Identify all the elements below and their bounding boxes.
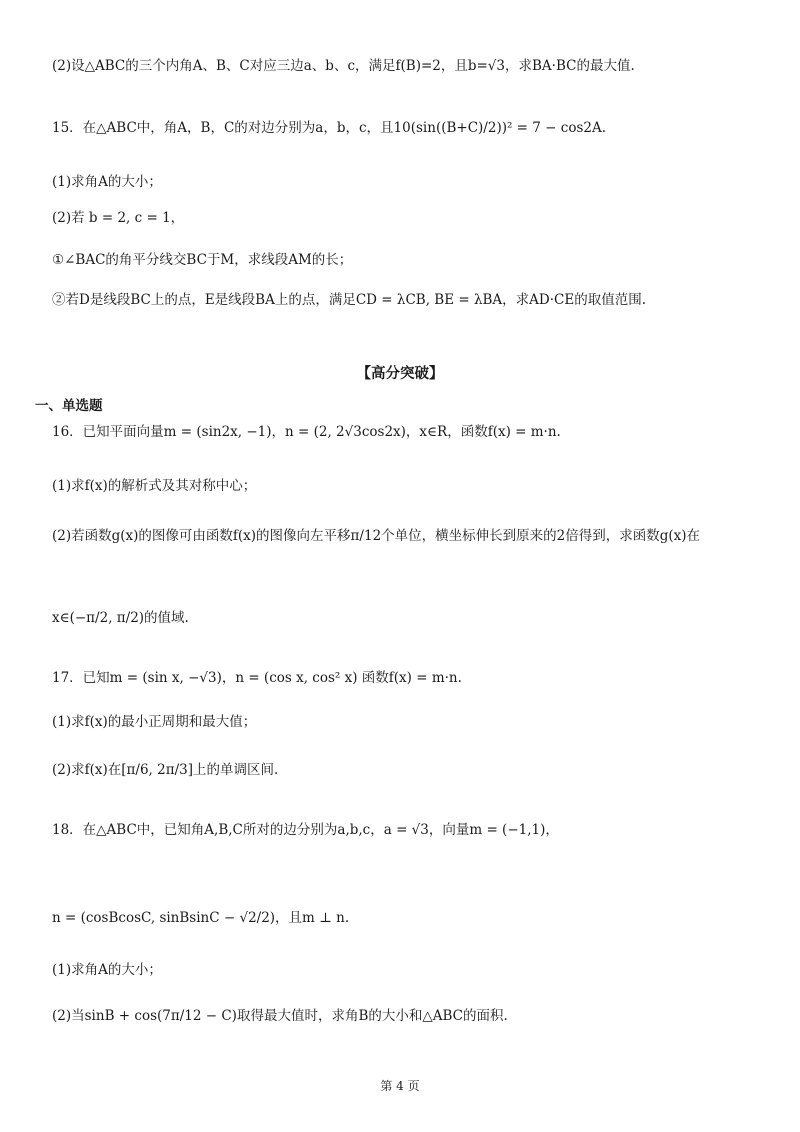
section-heading: 【高分突破】	[356, 366, 444, 382]
page-footer: 第 4 页	[380, 1079, 420, 1093]
line-q15-sub1: ①∠BAC的角平分线交BC于M，求线段AM的长；	[52, 252, 353, 268]
line-q18: 18．在△ABC中，已知角A,B,C所对的边分别为a,b,c，a = √3，向量m = (−1,1)，	[52, 822, 559, 838]
line-q14-part2: (2)设△ABC的三个内角A、B、C对应三边a、b、c，满足f(B)=2，且b=√3，求BA·BC的最大值.	[52, 58, 635, 74]
line-q15-part2: (2)若 b = 2, c = 1，	[52, 210, 185, 226]
line-q17-part2: (2)求f(x)在[π/6, 2π/3]上的单调区间.	[52, 762, 279, 778]
line-q16: 16．已知平面向量m = (sin2x, −1)，n = (2, 2√3cos2x)，x∈R，函数f(x) = m·n.	[52, 424, 561, 440]
line-q17: 17．已知m = (sin x, −√3)，n = (cos x, cos² x) 函数f(x) = m·n.	[52, 670, 462, 686]
line-q18-cont: n = (cosBcosC, sinBsinC − √2/2)，且m ⊥ n.	[52, 910, 350, 926]
line-q16-part1: (1)求f(x)的解析式及其对称中心；	[52, 478, 257, 494]
line-q15-part1: (1)求角A的大小；	[52, 174, 162, 190]
line-q15-sub2: ②若D是线段BC上的点，E是线段BA上的点，满足CD = λCB, BE = λBA，求AD·CE的取值范围.	[52, 292, 647, 308]
subsection-heading: 一、单选题	[35, 398, 103, 414]
line-q18-part1: (1)求角A的大小；	[52, 962, 162, 978]
line-q18-part2: (2)当sinB + cos(7π/12 − C)取得最大值时，求角B的大小和△ABC的面积.	[52, 1008, 508, 1024]
line-q17-part1: (1)求f(x)的最小正周期和最大值；	[52, 714, 257, 730]
line-q15: 15．在△ABC中，角A，B，C的对边分别为a，b，c，且10(sin((B+C)/2))² = 7 − cos2A.	[52, 120, 607, 136]
line-q16-part2: (2)若函数g(x)的图像可由函数f(x)的图像向左平移π/12个单位，横坐标伸长到原来的2倍得到，求函数g(x)在	[52, 528, 701, 544]
line-q16-part2-cont: x∈(−π/2, π/2)的值域.	[52, 610, 189, 626]
